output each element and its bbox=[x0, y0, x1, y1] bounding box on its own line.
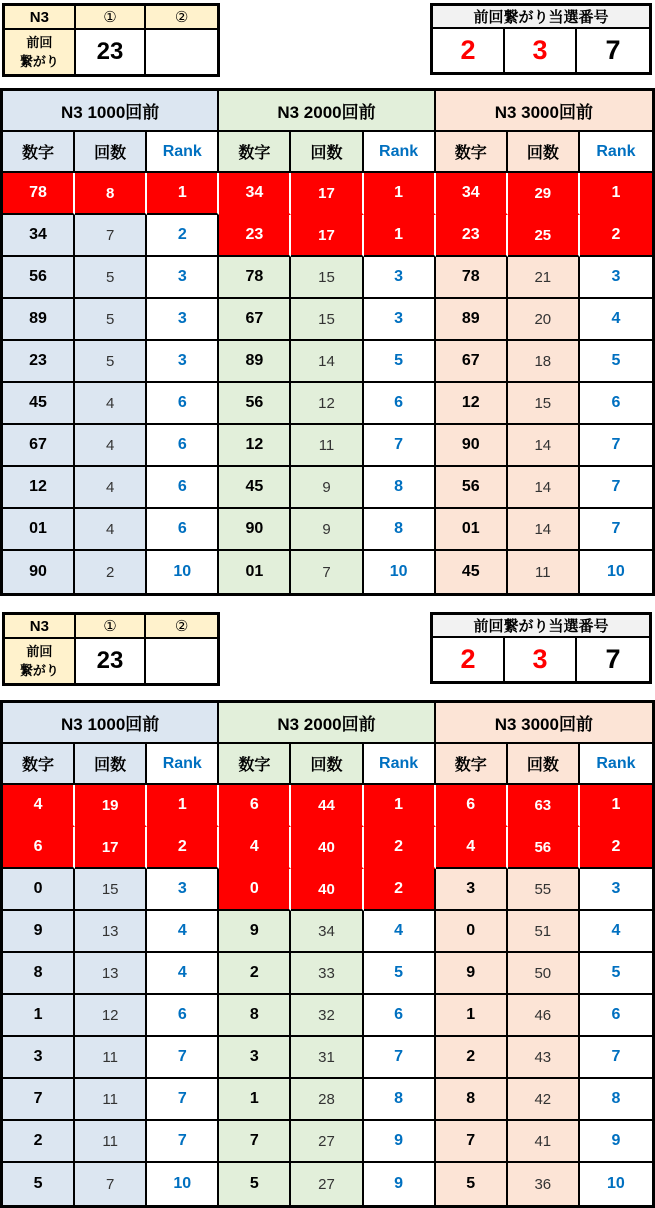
count-cell[interactable]: 14 bbox=[508, 425, 580, 467]
rank-cell[interactable]: 3 bbox=[364, 257, 436, 299]
number-cell[interactable]: 23 bbox=[3, 341, 75, 383]
number-cell[interactable]: 2 bbox=[219, 953, 291, 995]
number-cell[interactable]: 5 bbox=[219, 1163, 291, 1205]
rank-cell[interactable]: 4 bbox=[147, 911, 219, 953]
rank-cell[interactable]: 2 bbox=[147, 827, 219, 869]
count-cell[interactable]: 7 bbox=[75, 215, 147, 257]
count-cell[interactable]: 63 bbox=[508, 785, 580, 827]
rank-cell[interactable]: 4 bbox=[147, 953, 219, 995]
count-cell[interactable]: 17 bbox=[291, 215, 363, 257]
number-cell[interactable]: 2 bbox=[436, 1037, 508, 1079]
number-cell[interactable]: 89 bbox=[436, 299, 508, 341]
count-cell[interactable]: 15 bbox=[75, 869, 147, 911]
count-cell[interactable]: 11 bbox=[75, 1121, 147, 1163]
rank-cell[interactable]: 6 bbox=[147, 425, 219, 467]
number-cell[interactable]: 12 bbox=[3, 467, 75, 509]
prev-link-label[interactable] bbox=[5, 639, 76, 683]
rank-cell[interactable]: 6 bbox=[147, 509, 219, 551]
count-header[interactable]: 回数 bbox=[75, 132, 147, 173]
count-cell[interactable]: 15 bbox=[291, 257, 363, 299]
rank-cell[interactable]: 7 bbox=[580, 1037, 652, 1079]
count-cell[interactable]: 44 bbox=[291, 785, 363, 827]
count-cell[interactable]: 36 bbox=[508, 1163, 580, 1205]
rank-cell[interactable]: 3 bbox=[147, 299, 219, 341]
rank-cell[interactable]: 9 bbox=[364, 1163, 436, 1205]
count-cell[interactable]: 33 bbox=[291, 953, 363, 995]
rank-cell[interactable]: 6 bbox=[147, 383, 219, 425]
rank-header[interactable]: Rank bbox=[147, 744, 219, 785]
count-cell[interactable]: 11 bbox=[291, 425, 363, 467]
count-cell[interactable]: 21 bbox=[508, 257, 580, 299]
number-cell[interactable]: 89 bbox=[3, 299, 75, 341]
n3-label[interactable]: N3 bbox=[5, 615, 76, 639]
count-cell[interactable]: 40 bbox=[291, 869, 363, 911]
number-cell[interactable]: 01 bbox=[3, 509, 75, 551]
count-cell[interactable]: 15 bbox=[508, 383, 580, 425]
rank-cell[interactable]: 10 bbox=[580, 551, 652, 593]
rank-cell[interactable]: 3 bbox=[364, 299, 436, 341]
rank-cell[interactable]: 3 bbox=[580, 257, 652, 299]
count-cell[interactable]: 42 bbox=[508, 1079, 580, 1121]
rank-header[interactable]: Rank bbox=[364, 132, 436, 173]
rank-cell[interactable]: 1 bbox=[147, 173, 219, 215]
count-cell[interactable]: 17 bbox=[291, 173, 363, 215]
count-cell[interactable]: 29 bbox=[508, 173, 580, 215]
count-cell[interactable]: 20 bbox=[508, 299, 580, 341]
rank-cell[interactable]: 8 bbox=[580, 1079, 652, 1121]
count-header[interactable]: 回数 bbox=[75, 744, 147, 785]
count-cell[interactable]: 25 bbox=[508, 215, 580, 257]
winning-number-1[interactable]: 2 bbox=[433, 638, 505, 681]
count-cell[interactable]: 15 bbox=[291, 299, 363, 341]
count-cell[interactable]: 13 bbox=[75, 911, 147, 953]
count-cell[interactable]: 13 bbox=[75, 953, 147, 995]
number-cell[interactable]: 67 bbox=[3, 425, 75, 467]
winning-numbers-table bbox=[430, 612, 652, 684]
number-cell[interactable]: 45 bbox=[219, 467, 291, 509]
rank-cell[interactable]: 7 bbox=[580, 509, 652, 551]
rank-cell[interactable]: 6 bbox=[147, 995, 219, 1037]
rank-cell[interactable]: 7 bbox=[580, 425, 652, 467]
group-title: N3 2000回前 bbox=[219, 703, 435, 744]
col1-header[interactable]: ① bbox=[76, 615, 147, 639]
number-cell[interactable]: 01 bbox=[436, 509, 508, 551]
winning-numbers-title: 前回繋がり当選番号 bbox=[433, 615, 649, 638]
count-cell[interactable]: 9 bbox=[291, 509, 363, 551]
count-header[interactable]: 回数 bbox=[508, 744, 580, 785]
prev-link-label-line2: 繋がり bbox=[19, 54, 59, 69]
rank-cell[interactable]: 1 bbox=[364, 173, 436, 215]
rank-cell[interactable]: 4 bbox=[580, 299, 652, 341]
number-cell[interactable]: 23 bbox=[219, 215, 291, 257]
number-cell[interactable]: 0 bbox=[3, 869, 75, 911]
rank-cell[interactable]: 7 bbox=[147, 1037, 219, 1079]
number-cell[interactable]: 3 bbox=[436, 869, 508, 911]
prev-link-value-2[interactable] bbox=[146, 30, 217, 74]
rank-cell[interactable]: 6 bbox=[147, 467, 219, 509]
count-cell[interactable]: 4 bbox=[75, 467, 147, 509]
count-cell[interactable]: 27 bbox=[291, 1121, 363, 1163]
prev-link-label-line2: 繋がり bbox=[19, 663, 59, 678]
number-header[interactable]: 数字 bbox=[3, 744, 75, 785]
rank-table-1 bbox=[0, 88, 655, 596]
count-cell[interactable]: 8 bbox=[75, 173, 147, 215]
rank-cell[interactable]: 5 bbox=[364, 341, 436, 383]
count-cell[interactable]: 12 bbox=[75, 995, 147, 1037]
group-title: N3 1000回前 bbox=[3, 703, 219, 744]
number-cell[interactable]: 23 bbox=[436, 215, 508, 257]
count-header[interactable]: 回数 bbox=[291, 744, 363, 785]
number-header[interactable]: 数字 bbox=[219, 132, 291, 173]
count-cell[interactable]: 46 bbox=[508, 995, 580, 1037]
rank-cell[interactable]: 10 bbox=[147, 551, 219, 593]
rank-cell[interactable]: 2 bbox=[580, 215, 652, 257]
count-cell[interactable]: 5 bbox=[75, 341, 147, 383]
rank-cell[interactable]: 2 bbox=[147, 215, 219, 257]
prev-link-value-1[interactable]: 23 bbox=[76, 639, 147, 683]
number-cell[interactable]: 34 bbox=[219, 173, 291, 215]
rank-cell[interactable]: 1 bbox=[364, 215, 436, 257]
number-cell[interactable]: 45 bbox=[436, 551, 508, 593]
number-cell[interactable]: 7 bbox=[436, 1121, 508, 1163]
rank-cell[interactable]: 7 bbox=[364, 1037, 436, 1079]
number-cell[interactable]: 1 bbox=[3, 995, 75, 1037]
rank-cell[interactable]: 3 bbox=[147, 869, 219, 911]
count-cell[interactable]: 17 bbox=[75, 827, 147, 869]
count-cell[interactable]: 28 bbox=[291, 1079, 363, 1121]
number-cell[interactable]: 0 bbox=[219, 869, 291, 911]
rank-cell[interactable]: 8 bbox=[364, 509, 436, 551]
count-cell[interactable]: 4 bbox=[75, 425, 147, 467]
rank-header[interactable]: Rank bbox=[364, 744, 436, 785]
rank-cell[interactable]: 6 bbox=[580, 995, 652, 1037]
prev-link-label-line1: 前回 bbox=[26, 34, 53, 50]
number-cell[interactable]: 56 bbox=[219, 383, 291, 425]
number-cell[interactable]: 8 bbox=[219, 995, 291, 1037]
group-title: N3 2000回前 bbox=[219, 91, 435, 132]
count-cell[interactable]: 40 bbox=[291, 827, 363, 869]
number-cell[interactable]: 01 bbox=[219, 551, 291, 593]
winning-number-3[interactable]: 7 bbox=[577, 638, 649, 681]
count-cell[interactable]: 9 bbox=[291, 467, 363, 509]
number-cell[interactable]: 8 bbox=[3, 953, 75, 995]
number-cell[interactable]: 1 bbox=[436, 995, 508, 1037]
count-cell[interactable]: 5 bbox=[75, 299, 147, 341]
rank-header[interactable]: Rank bbox=[147, 132, 219, 173]
number-cell[interactable]: 0 bbox=[436, 911, 508, 953]
count-cell[interactable]: 32 bbox=[291, 995, 363, 1037]
number-cell[interactable]: 45 bbox=[3, 383, 75, 425]
col2-header[interactable]: ② bbox=[146, 615, 217, 639]
rank-cell[interactable]: 9 bbox=[364, 1121, 436, 1163]
prev-link-value-1[interactable]: 23 bbox=[76, 30, 147, 74]
col2-header[interactable]: ② bbox=[146, 6, 217, 30]
number-cell[interactable]: 4 bbox=[3, 785, 75, 827]
count-header[interactable]: 回数 bbox=[508, 132, 580, 173]
number-cell[interactable]: 6 bbox=[3, 827, 75, 869]
number-cell[interactable]: 12 bbox=[436, 383, 508, 425]
number-cell[interactable]: 56 bbox=[436, 467, 508, 509]
count-cell[interactable]: 51 bbox=[508, 911, 580, 953]
number-cell[interactable]: 78 bbox=[436, 257, 508, 299]
group-title: N3 1000回前 bbox=[3, 91, 219, 132]
winning-numbers-title: 前回繋がり当選番号 bbox=[433, 6, 649, 29]
number-header[interactable]: 数字 bbox=[219, 744, 291, 785]
number-cell[interactable]: 9 bbox=[436, 953, 508, 995]
group-title: N3 3000回前 bbox=[436, 703, 652, 744]
rank-cell[interactable]: 7 bbox=[364, 425, 436, 467]
count-header[interactable]: 回数 bbox=[291, 132, 363, 173]
number-cell[interactable]: 12 bbox=[219, 425, 291, 467]
rank-cell[interactable]: 9 bbox=[580, 1121, 652, 1163]
rank-cell[interactable]: 10 bbox=[364, 551, 436, 593]
prev-link-info-table bbox=[2, 612, 220, 686]
rank-cell[interactable]: 5 bbox=[580, 953, 652, 995]
number-cell[interactable]: 5 bbox=[436, 1163, 508, 1205]
count-cell[interactable]: 50 bbox=[508, 953, 580, 995]
rank-cell[interactable]: 7 bbox=[580, 467, 652, 509]
number-cell[interactable]: 5 bbox=[3, 1163, 75, 1205]
rank-cell[interactable]: 10 bbox=[580, 1163, 652, 1205]
number-cell[interactable]: 89 bbox=[219, 341, 291, 383]
n3-label[interactable]: N3 bbox=[5, 6, 76, 30]
number-cell[interactable]: 67 bbox=[436, 341, 508, 383]
count-cell[interactable]: 2 bbox=[75, 551, 147, 593]
winning-number-3[interactable]: 7 bbox=[577, 29, 649, 72]
number-cell[interactable]: 3 bbox=[219, 1037, 291, 1079]
prev-link-label[interactable] bbox=[5, 30, 76, 74]
rank-cell[interactable]: 1 bbox=[364, 785, 436, 827]
number-cell[interactable]: 78 bbox=[3, 173, 75, 215]
count-cell[interactable]: 5 bbox=[75, 257, 147, 299]
number-cell[interactable]: 4 bbox=[219, 827, 291, 869]
rank-cell[interactable]: 7 bbox=[147, 1079, 219, 1121]
rank-cell[interactable]: 8 bbox=[364, 467, 436, 509]
group-title: N3 3000回前 bbox=[436, 91, 652, 132]
winning-numbers-table bbox=[430, 3, 652, 75]
number-cell[interactable]: 6 bbox=[219, 785, 291, 827]
rank-cell[interactable]: 3 bbox=[580, 869, 652, 911]
count-cell[interactable]: 27 bbox=[291, 1163, 363, 1205]
count-cell[interactable]: 14 bbox=[508, 467, 580, 509]
rank-cell[interactable]: 2 bbox=[364, 827, 436, 869]
rank-cell[interactable]: 5 bbox=[580, 341, 652, 383]
rank-cell[interactable]: 4 bbox=[364, 911, 436, 953]
number-header[interactable]: 数字 bbox=[3, 132, 75, 173]
rank-cell[interactable]: 3 bbox=[147, 341, 219, 383]
rank-cell[interactable]: 6 bbox=[580, 383, 652, 425]
winning-number-2[interactable]: 3 bbox=[505, 638, 577, 681]
number-cell[interactable]: 34 bbox=[3, 215, 75, 257]
count-cell[interactable]: 55 bbox=[508, 869, 580, 911]
rank-cell[interactable]: 1 bbox=[580, 785, 652, 827]
rank-cell[interactable]: 2 bbox=[364, 869, 436, 911]
rank-table-2 bbox=[0, 700, 655, 1208]
rank-cell[interactable]: 1 bbox=[147, 785, 219, 827]
rank-cell[interactable]: 4 bbox=[580, 911, 652, 953]
count-cell[interactable]: 4 bbox=[75, 509, 147, 551]
number-cell[interactable]: 6 bbox=[436, 785, 508, 827]
count-cell[interactable]: 11 bbox=[75, 1037, 147, 1079]
rank-cell[interactable]: 7 bbox=[147, 1121, 219, 1163]
count-cell[interactable]: 41 bbox=[508, 1121, 580, 1163]
number-cell[interactable]: 3 bbox=[3, 1037, 75, 1079]
number-cell[interactable]: 4 bbox=[436, 827, 508, 869]
count-cell[interactable]: 11 bbox=[75, 1079, 147, 1121]
number-cell[interactable]: 1 bbox=[219, 1079, 291, 1121]
prev-link-value-2[interactable] bbox=[146, 639, 217, 683]
number-header[interactable]: 数字 bbox=[436, 132, 508, 173]
number-cell[interactable]: 90 bbox=[436, 425, 508, 467]
count-cell[interactable]: 11 bbox=[508, 551, 580, 593]
rank-header[interactable]: Rank bbox=[580, 744, 652, 785]
count-cell[interactable]: 7 bbox=[291, 551, 363, 593]
number-cell[interactable]: 9 bbox=[219, 911, 291, 953]
count-cell[interactable]: 43 bbox=[508, 1037, 580, 1079]
rank-cell[interactable]: 5 bbox=[364, 953, 436, 995]
number-cell[interactable]: 8 bbox=[436, 1079, 508, 1121]
rank-header[interactable]: Rank bbox=[580, 132, 652, 173]
number-cell[interactable]: 90 bbox=[219, 509, 291, 551]
count-cell[interactable]: 7 bbox=[75, 1163, 147, 1205]
rank-cell[interactable]: 3 bbox=[147, 257, 219, 299]
number-header[interactable]: 数字 bbox=[436, 744, 508, 785]
number-cell[interactable]: 7 bbox=[219, 1121, 291, 1163]
rank-cell[interactable]: 8 bbox=[364, 1079, 436, 1121]
winning-number-1[interactable]: 2 bbox=[433, 29, 505, 72]
count-cell[interactable]: 31 bbox=[291, 1037, 363, 1079]
number-cell[interactable]: 90 bbox=[3, 551, 75, 593]
count-cell[interactable]: 12 bbox=[291, 383, 363, 425]
number-cell[interactable]: 67 bbox=[219, 299, 291, 341]
prev-link-info-table bbox=[2, 3, 220, 77]
number-cell[interactable]: 56 bbox=[3, 257, 75, 299]
rank-cell[interactable]: 6 bbox=[364, 995, 436, 1037]
rank-cell[interactable]: 1 bbox=[580, 173, 652, 215]
number-cell[interactable]: 7 bbox=[3, 1079, 75, 1121]
number-cell[interactable]: 78 bbox=[219, 257, 291, 299]
count-cell[interactable]: 4 bbox=[75, 383, 147, 425]
rank-cell[interactable]: 2 bbox=[580, 827, 652, 869]
rank-cell[interactable]: 10 bbox=[147, 1163, 219, 1205]
count-cell[interactable]: 14 bbox=[291, 341, 363, 383]
number-cell[interactable]: 34 bbox=[436, 173, 508, 215]
count-cell[interactable]: 34 bbox=[291, 911, 363, 953]
rank-cell[interactable]: 6 bbox=[364, 383, 436, 425]
number-cell[interactable]: 2 bbox=[3, 1121, 75, 1163]
prev-link-label-line1: 前回 bbox=[26, 643, 53, 659]
count-cell[interactable]: 56 bbox=[508, 827, 580, 869]
count-cell[interactable]: 18 bbox=[508, 341, 580, 383]
number-cell[interactable]: 9 bbox=[3, 911, 75, 953]
winning-number-2[interactable]: 3 bbox=[505, 29, 577, 72]
count-cell[interactable]: 14 bbox=[508, 509, 580, 551]
count-cell[interactable]: 19 bbox=[75, 785, 147, 827]
col1-header[interactable]: ① bbox=[76, 6, 147, 30]
